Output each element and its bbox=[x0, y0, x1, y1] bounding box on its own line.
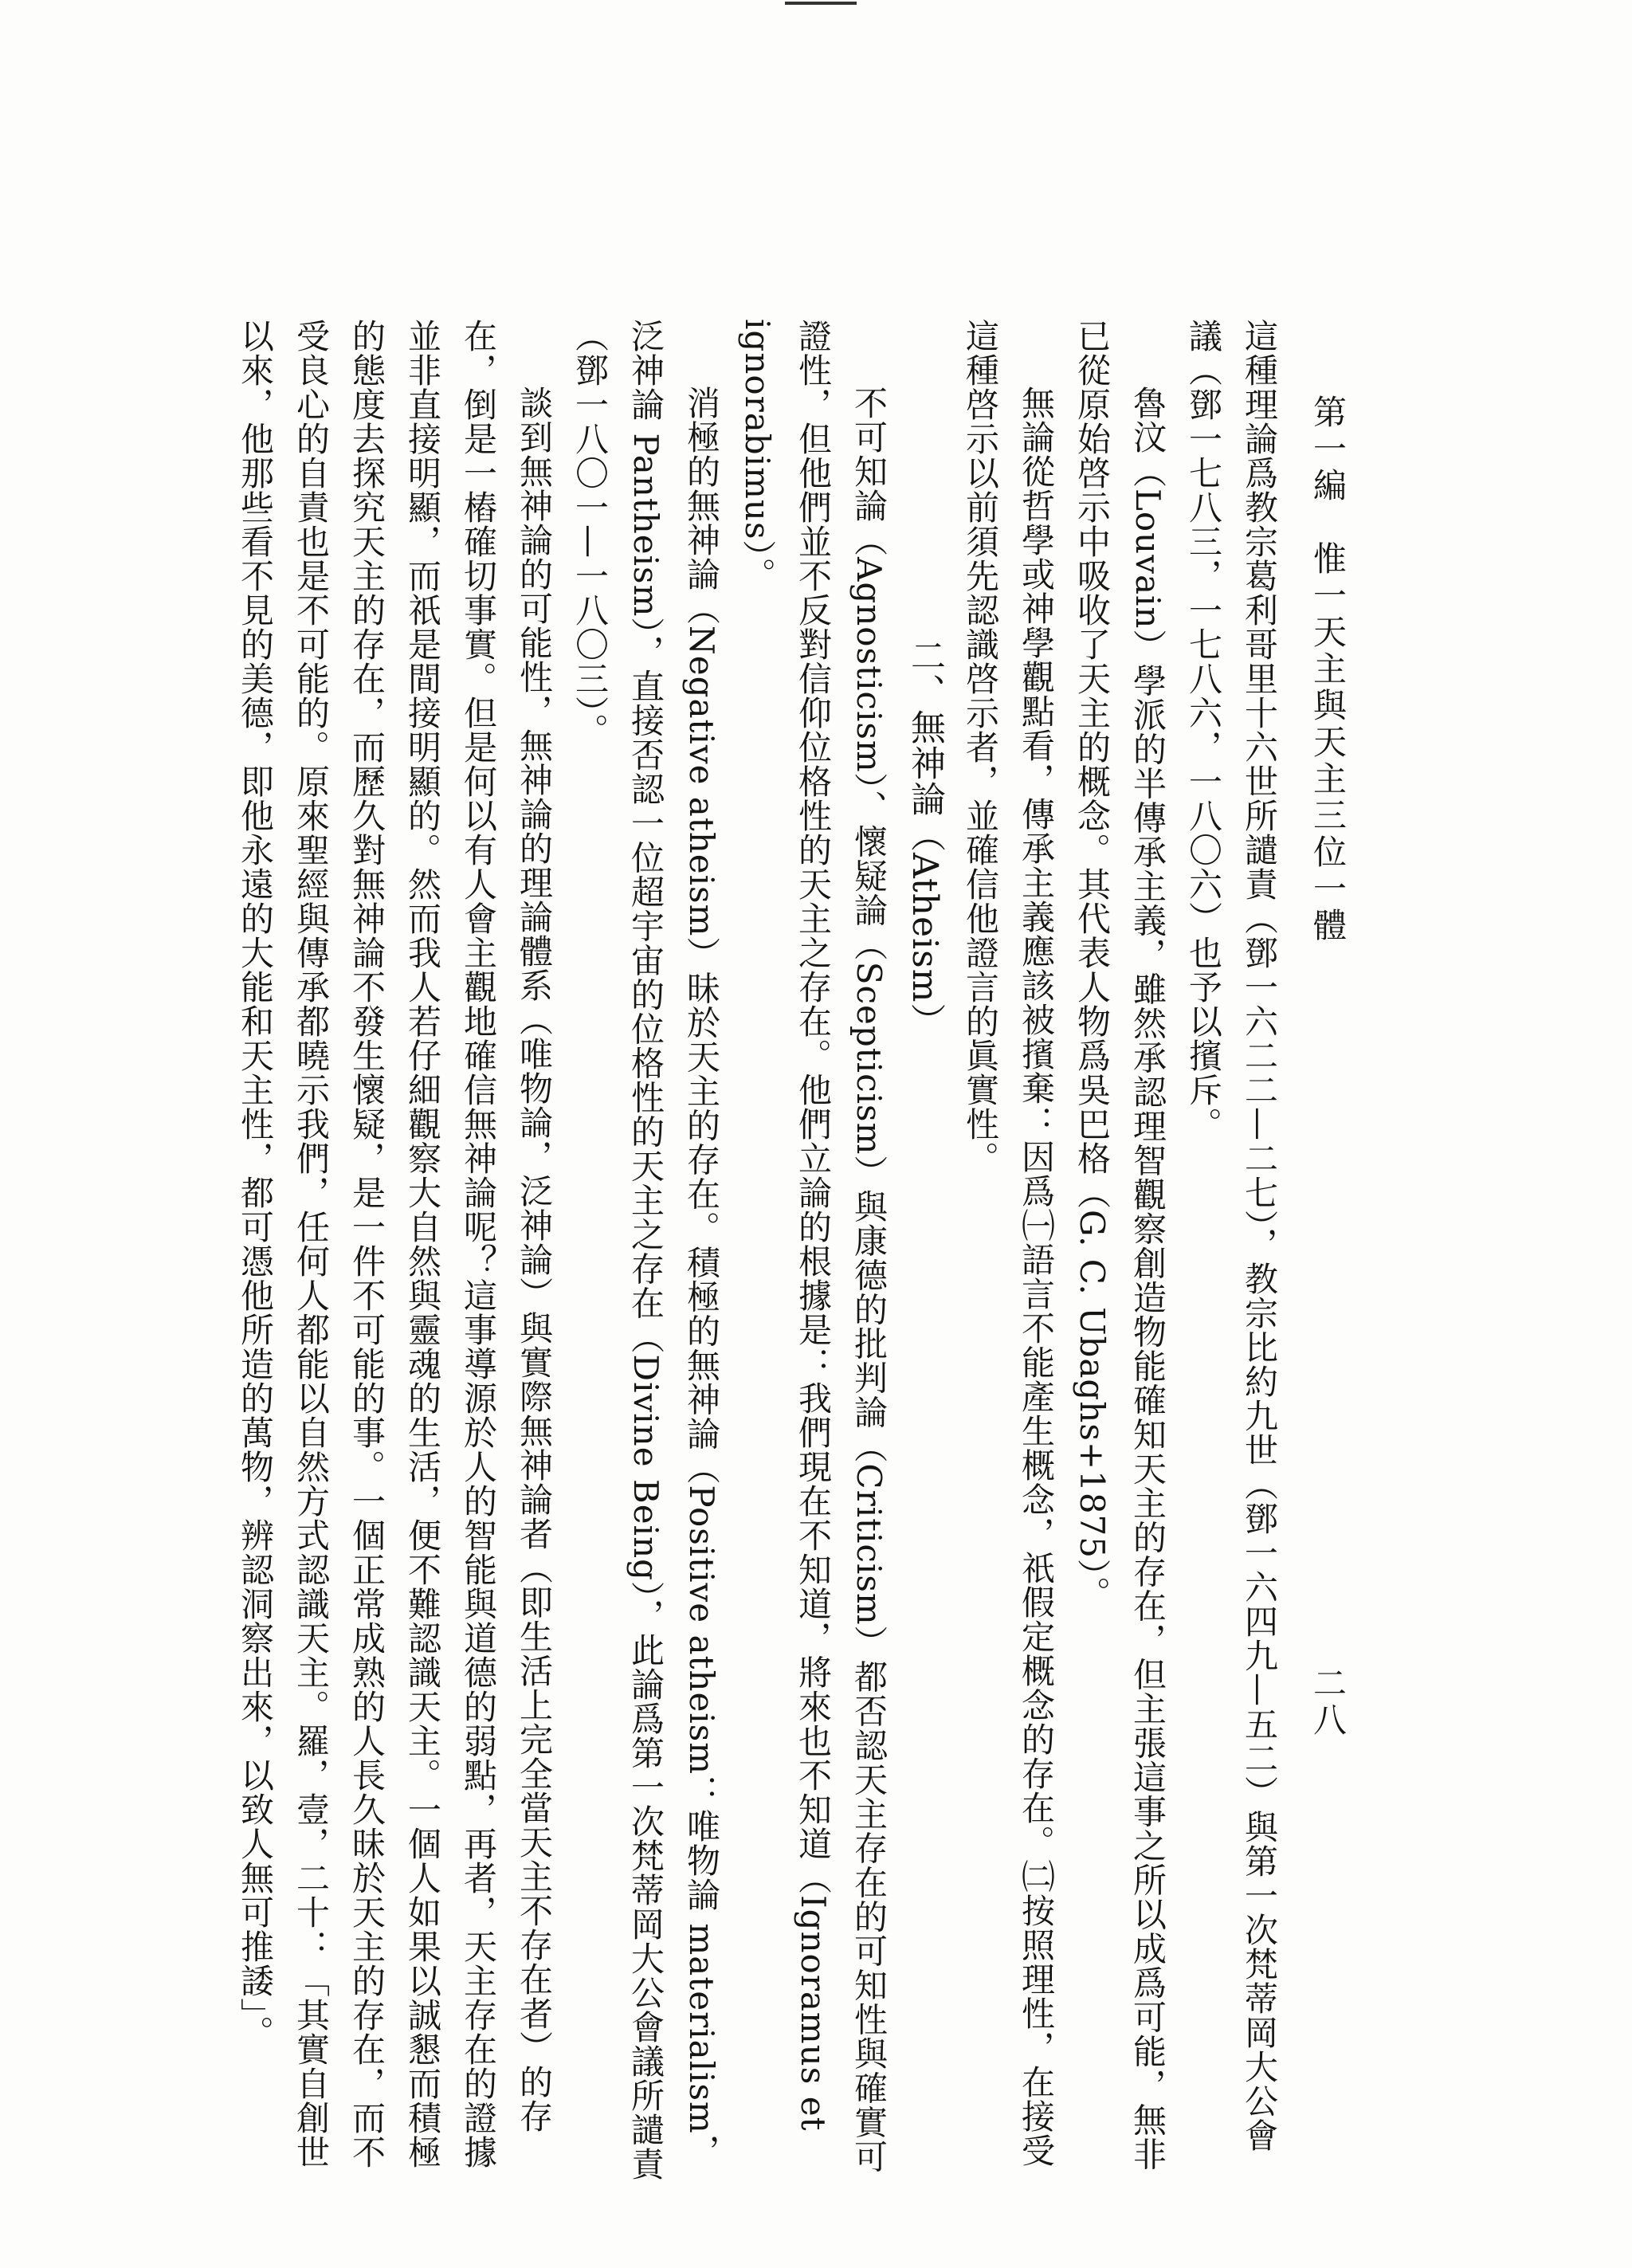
section-heading-atheism: 二、無神論（Atheism） bbox=[904, 638, 945, 1039]
top-rule bbox=[785, 2, 857, 5]
running-title: 第一編 惟一天主與天主三位一體 bbox=[1308, 394, 1348, 944]
paragraph-agnosticism: 不可知論（Agnosticism）、懷疑論（Scepticism）與康德的批判論（Criticism）都否認天主存在的可知性與確實可證性，但他們並不反對信仰位格性的天主之存在。他們立論的根據是：我們現在不知道，將來也不知道（Ignoramus et ignorabimus）。 bbox=[738, 319, 889, 2174]
paragraph-negative-positive-atheism: 消極的無神論（Negative atheism）昧於天主的存在。積極的無神論（Positive atheism：唯物論 materialism，泛神論 Pantheism），直接否認一位超宇宙的位格性的天主之存在（Divine Being），此論爲第一次梵蒂岡大公會議所譴責（鄧一八〇一—一八〇三）。 bbox=[571, 319, 721, 2182]
page-number: 二八 bbox=[1308, 1666, 1348, 1739]
paragraph-traditionalism-condemned: 這種理論爲教宗葛利哥里十六世所譴責（鄧一六二二—二七），教宗比約九世（鄧一六四九—五二）與第一次梵蒂岡大公會議（鄧一七八三，一七八六，一八〇六）也予以擯斥。 bbox=[1184, 319, 1279, 2152]
paragraph-possibility-of-atheism: 談到無神論的可能性，無神論的理論體系（唯物論，泛神論）與實際無神論者（即生活上完全當天主不存在者）的存在，倒是一樁確切事實。但是何以有人會主觀地確信無神論呢？這事導源於人的智能與道德的弱點，再者，天主存在的證據並非直接明顯，而祇是間接明顯的。然而我人若仔細觀察大自然與靈魂的生活，便不難認識天主。一個人如果以誠懇而積極的態度去探究天主的存在，而歷久對無神論不發生懷疑，是一件不可能的事。一個正常成熟的人長久昧於天主的存在，而不受良心的自責也是不可能的。原來聖經與傳承都曉示我們，任何人都能以自然方式認識天主。羅，壹，二十：「其實自創世以來，他那些看不見的美德，即他永遠的大能和天主性，都可憑他所造的萬物，辨認洞察出來，以致人無可推諉」。 bbox=[236, 319, 554, 2169]
body-text bbox=[171, 319, 1287, 2184]
paragraph-louvain-school: 魯汶（Louvain）學派的半傳承主義，雖然承認理智觀察創造物能確知天主的存在，但主張這事之所以成爲可能，無非已從原始啓示中吸收了天主的概念。其代表人物爲吳巴格（G. C. Ubaghs+1875）。 bbox=[1073, 319, 1167, 2172]
paragraph-rejection-reasons: 無論從哲學或神學觀點看，傳承主義應該被擯棄：因爲㈠語言不能產生概念，祇假定概念的存在。㈡按照理性，在接受這種啓示以前須先認識啓示者，並確信他證言的眞實性。 bbox=[961, 319, 1056, 2168]
running-header bbox=[1305, 394, 1350, 2227]
